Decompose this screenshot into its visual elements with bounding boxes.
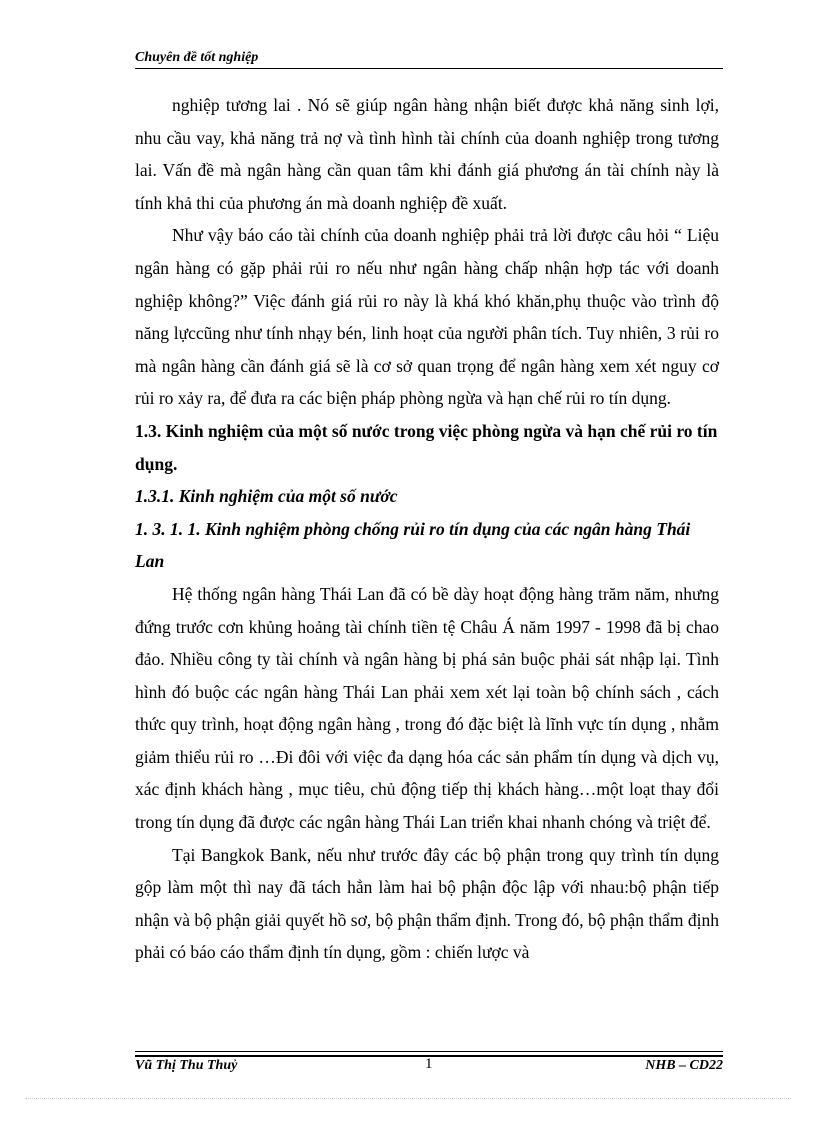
paragraph: Tại Bangkok Bank, nếu như trước đây các bộ phận trong quy trình tín dụng gộp làm một thì nay đã tách hẳn làm hai bộ phận độc lập với nhau:bộ phận tiếp nhận và bộ phận giải quyết hồ sơ, bộ phận thẩm định. Trong đó, bộ phận thẩm định phải có báo cáo thẩm định tín dụng, gồm : chiến lược và (135, 844, 719, 963)
footer-code: NHB – CD22 (645, 1058, 723, 1073)
paragraph: nghiệp tương lai . Nó sẽ giúp ngân hàng nhận biết được khả năng sinh lợi, nhu cầu vay, khả năng trả nợ và tình hình tài chính của doanh nghiệp trong tương lai. Vấn đề mà ngân hàng cần quan tâm khi đánh giá phương án tài chính này là tính khả thi của phương án mà doanh nghiệp đề xuất. (135, 95, 719, 213)
section-heading: 1.3. Kinh nghiệm của một số nước trong việc phòng ngừa và hạn chế rủi ro tín dụng. (135, 420, 718, 474)
page-footer (135, 1058, 723, 1078)
footer-rule (135, 1051, 723, 1052)
document-body (135, 89, 719, 969)
paragraph: Như vậy báo cáo tài chính của doanh nghiệp phải trả lời được câu hỏi “ Liệu ngân hàng có gặp phải rủi ro nếu như ngân hàng chấp nhận hợp tác với doanh nghiệp không?” Việc đánh giá rủi ro này là khá khó khăn,phụ thuộc vào trình độ năng lựccũng như tính nhạy bén, linh hoạt của người phân tích. Tuy nhiên, 3 rủi ro mà ngân hàng cần đánh giá sẽ là cơ sở quan trọng để ngân hàng xem xét nguy cơ rủi ro xảy ra, để đưa ra các biện pháp phòng ngừa và hạn chế rủi ro tín dụng. (135, 225, 719, 409)
page-header: Chuyên đề tốt nghiệp (135, 50, 259, 65)
subsubsection-heading: 1. 3. 1. 1. Kinh nghiệm phòng chống rủi ro tín dụng của các ngân hàng Thái Lan (135, 518, 691, 572)
header-rule (135, 68, 723, 69)
footer-author: Vũ Thị Thu Thuỷ (135, 1058, 238, 1073)
page-number: 1 (425, 1056, 433, 1072)
subsection-heading: 1.3.1. Kinh nghiệm của một số nước (135, 486, 398, 507)
page-edge-divider (25, 1098, 791, 1099)
paragraph: Hệ thống ngân hàng Thái Lan đã có bề dày hoạt động hàng trăm năm, nhưng đứng trước cơn khủng hoảng tài chính tiền tệ Châu Á năm 1997 - 1998 đã bị chao đảo. Nhiều công ty tài chính và ngân hàng bị phá sản buộc phải sát nhập lại. Tình hình đó buộc các ngân hàng Thái Lan phải xem xét lại toàn bộ chính sách , cách thức quy trình, hoạt động ngân hàng , trong đó đặc biệt là lĩnh vực tín dụng , nhằm giảm thiểu rủi ro …Đi đôi với việc đa dạng hóa các sản phẩm tín dụng và dịch vụ, xác định khách hàng , mục tiêu, chủ động tiếp thị khách hàng…một loạt thay đổi trong tín dụng đã được các ngân hàng Thái Lan triển khai nhanh chóng và triệt để. (135, 583, 719, 833)
